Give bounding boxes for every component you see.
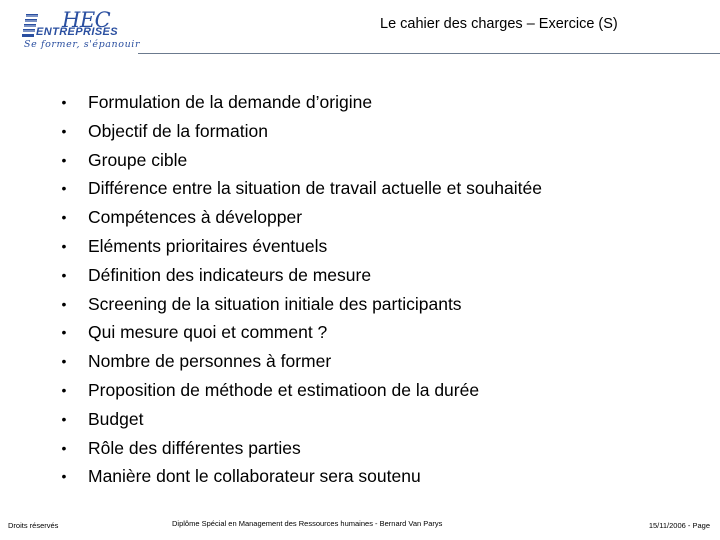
bullet-text: Nombre de personnes à former bbox=[88, 351, 332, 372]
bullet-text: Eléments prioritaires éventuels bbox=[88, 235, 328, 256]
bullet-item bbox=[58, 146, 542, 175]
bullet-dot-icon: • bbox=[61, 468, 67, 485]
bullet-dot-icon: • bbox=[61, 209, 67, 226]
bullet-dot-icon: • bbox=[61, 324, 67, 341]
bullet-item bbox=[58, 261, 542, 290]
bullet-text: Définition des indicateurs de mesure bbox=[88, 264, 372, 285]
slide-header-title: Le cahier des charges – Exercice (S) bbox=[380, 16, 618, 32]
header-divider bbox=[138, 53, 720, 54]
footer-date-page: 15/11/2006 - Page bbox=[648, 521, 710, 530]
bullet-dot-icon: • bbox=[61, 237, 67, 254]
bullet-list bbox=[58, 88, 542, 491]
bullet-text: Groupe cible bbox=[88, 149, 188, 170]
bullet-dot-icon: • bbox=[61, 410, 67, 427]
bullet-item bbox=[58, 290, 542, 319]
bullet-text: Qui mesure quoi et comment ? bbox=[88, 322, 328, 343]
bullet-item bbox=[58, 174, 542, 203]
footer-rights: Droits réservés bbox=[8, 521, 59, 530]
bullet-text: Screening de la situation initiale des participants bbox=[88, 293, 462, 314]
bullet-dot-icon: • bbox=[61, 295, 67, 312]
bullet-text: Objectif de la formation bbox=[88, 120, 268, 141]
bullet-item bbox=[58, 462, 542, 491]
bullet-item bbox=[58, 347, 542, 376]
bullet-dot-icon: • bbox=[61, 439, 67, 456]
bullet-item bbox=[58, 88, 542, 117]
bullet-text: Formulation de la demande d’origine bbox=[88, 92, 373, 112]
bullet-dot-icon: • bbox=[61, 122, 67, 139]
bullet-text: Proposition de méthode et estimatioon de la durée bbox=[88, 379, 480, 400]
bullet-text: Différence entre la situation de travail actuelle et souhaitée bbox=[88, 178, 542, 199]
bullet-dot-icon: • bbox=[61, 151, 67, 168]
bullet-text: Compétences à développer bbox=[88, 207, 303, 228]
bullet-item bbox=[58, 376, 542, 405]
bullet-text: Budget bbox=[88, 408, 144, 429]
logo-hec-text: HEC bbox=[62, 8, 111, 32]
footer-course: Diplôme Spécial en Management des Ressources humaines - Bernard Van Parys bbox=[172, 519, 443, 528]
bullet-text: Rôle des différentes parties bbox=[88, 437, 301, 458]
logo-entreprises-text: ENTREPRISES bbox=[36, 26, 119, 38]
logo-tagline: Se former, s'épanouir bbox=[24, 39, 141, 50]
bullet-dot-icon: • bbox=[61, 381, 67, 398]
bullet-dot-icon: • bbox=[61, 353, 67, 370]
bullet-item bbox=[58, 117, 542, 146]
bullet-text: Manière dont le collaborateur sera soutenu bbox=[88, 466, 421, 487]
bullet-dot-icon: • bbox=[61, 180, 67, 197]
bullet-item bbox=[58, 318, 542, 347]
bullet-item bbox=[58, 434, 542, 463]
bullet-dot-icon: • bbox=[61, 94, 67, 110]
bullet-item bbox=[58, 405, 542, 434]
bullet-item bbox=[58, 203, 542, 232]
bullet-dot-icon: • bbox=[61, 266, 67, 283]
bullet-item bbox=[58, 232, 542, 261]
